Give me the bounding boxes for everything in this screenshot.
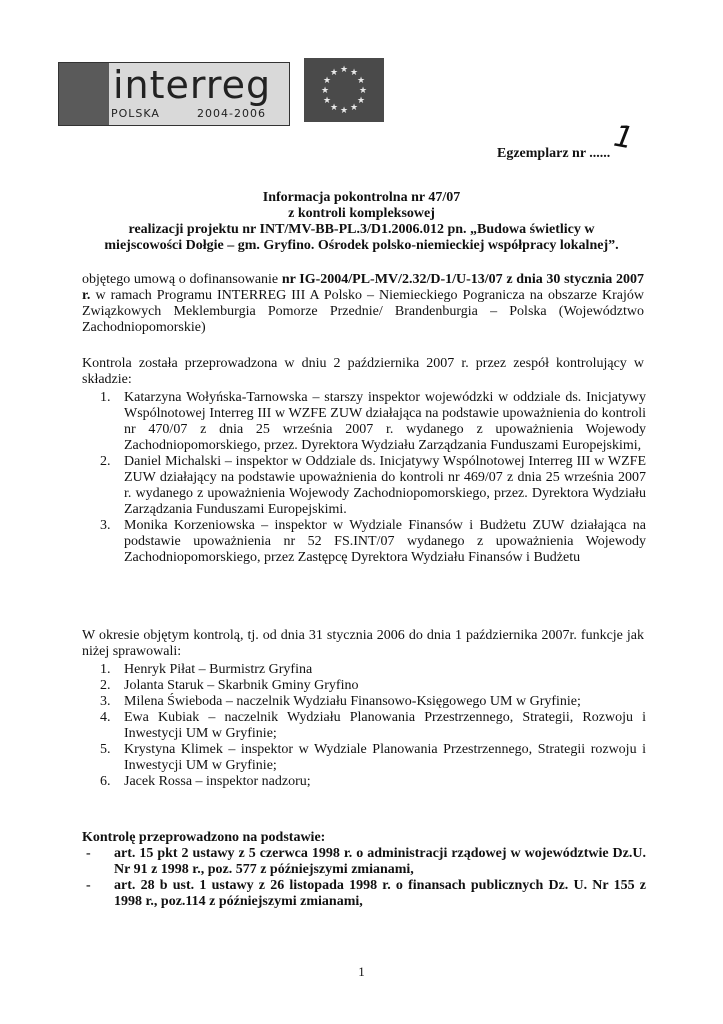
logo-country: POLSKA: [111, 107, 160, 120]
eu-flag-icon: [304, 58, 384, 122]
list-item: - art. 15 pkt 2 ustawy z 5 czerwca 1998 r. o administracji rządowej w województwie Dz.U. Nr 91 z 1998 r., poz. 577 z późniejszymi zmianami,: [86, 846, 646, 877]
team-list: [100, 390, 646, 566]
logo-emblem: [59, 63, 109, 125]
svg-text:★: ★: [359, 86, 368, 96]
inspection-paragraph: Kontrola została przeprowadzona w dniu 2 października 2007 r. przez zespół kontrolujący w składzie:: [82, 356, 644, 387]
list-item: 6. Jacek Rossa – inspektor nadzoru;: [100, 774, 311, 789]
list-item: 1. Henryk Piłat – Burmistrz Gryfina: [100, 662, 313, 677]
basis-list: [86, 846, 646, 910]
svg-text:★: ★: [357, 76, 366, 86]
title-line-2: z kontroli kompleksowej: [288, 206, 435, 221]
svg-text:★: ★: [350, 103, 359, 113]
list-item: 4. Ewa Kubiak – naczelnik Wydziału Planowania Przestrzennego, Strategii, Rozwoju i Inwestycji UM w Gryfinie;: [100, 710, 646, 741]
list-item: 3. Monika Korzeniowska – inspektor w Wydziale Finansów i Budżetu ZUW działająca na podstawie upoważnienia nr 52 FS.INT/07 wydanego z upoważnienia Wojewody Zachodniopomorskiego, przez Zastępcę Dyrektora Wydziału Finansów i Budżetu: [100, 518, 646, 565]
interreg-logo: [58, 62, 290, 126]
title-line-1: Informacja pokontrolna nr 47/07: [262, 190, 461, 205]
contract-text-c: w ramach Programu INTERREG III A Polsko – Niemieckiego Pogranicza na obszarze Krajów Związkowych Meklemburgia Pomorze Przednie/ Brandenburgia – Polska (Województwo Zachodniopomorskie): [82, 288, 644, 335]
svg-text:★: ★: [340, 106, 349, 116]
svg-text:★: ★: [340, 65, 349, 75]
page-number: 1: [358, 964, 365, 979]
handwritten-copy-number: 1: [611, 118, 636, 157]
copy-number-label: Egzemplarz nr ......: [497, 146, 611, 161]
svg-text:★: ★: [330, 103, 339, 113]
contract-paragraph: [82, 272, 644, 336]
title-line-3: realizacji projektu nr INT/MV-BB-PL.3/D1.2006.012 pn. „Budowa świetlicy w: [128, 222, 595, 237]
period-paragraph: W okresie objętym kontrolą, tj. od dnia 31 stycznia 2006 do dnia 1 października 2007r. funkcje jak niżej sprawowali:: [82, 628, 644, 659]
list-item: 1. Katarzyna Wołyńska-Tarnowska – starszy inspektor wojewódzki w oddziale ds. Inicjatywy Wspólnotowej Interreg III w WZFE ZUW działająca na podstawie upoważnienia do kontroli nr 470/07 z dnia 25 września 2007 r. wydanego z upoważnienia Wojewody Zachodniopomorskiego, przez. Dyrektora Wydziału Zarządzania Funduszami Europejskimi,: [100, 390, 646, 453]
svg-text:★: ★: [357, 96, 366, 106]
officials-list: [100, 662, 646, 790]
list-item: - art. 28 b ust. 1 ustawy z 26 listopada 1998 r. o finansach publicznych Dz. U. Nr 155 z 1998 r., poz.114 z późniejszymi zmianami,: [86, 878, 646, 909]
svg-text:★: ★: [321, 86, 330, 96]
logo-wordmark: interreg: [113, 63, 272, 107]
contract-text-a: objętego umową o dofinansowanie: [82, 272, 282, 287]
list-item: 3. Milena Świeboda – naczelnik Wydziału Finansowo-Księgowego UM w Gryfinie;: [100, 694, 581, 709]
svg-text:★: ★: [323, 96, 332, 106]
logo-years: 2004-2006: [197, 107, 266, 120]
list-item: 5. Krystyna Klimek – inspektor w Wydziale Planowania Przestrzennego, Strategii rozwoju i Inwestycji UM w Gryfinie;: [100, 742, 646, 773]
basis-heading: Kontrolę przeprowadzono na podstawie:: [82, 830, 326, 845]
contract-number: nr IG-2004/PL-MV/2.32/D-1/U-13/07 z dnia 30 stycznia 2007 r.: [82, 272, 645, 303]
svg-text:★: ★: [323, 76, 332, 86]
svg-text:★: ★: [350, 68, 359, 78]
title-line-4: miejscowości Dołgie – gm. Gryfino. Ośrodek polsko-niemieckiej współpracy lokalnej”.: [104, 238, 619, 253]
svg-text:★: ★: [330, 68, 339, 78]
list-item: 2. Jolanta Staruk – Skarbnik Gminy Gryfino: [100, 678, 359, 693]
list-item: 2. Daniel Michalski – inspektor w Oddziale ds. Inicjatywy Wspólnotowej Interreg III w WZFE ZUW działający na podstawie upoważnienia do kontroli nr 469/07 z dnia 25 września 2007 r. wydanego z upoważnienia Wojewody Zachodniopomorskiego, przez. Dyrektora Wydziału Zarządzania Funduszami Europejskimi.: [100, 454, 646, 517]
